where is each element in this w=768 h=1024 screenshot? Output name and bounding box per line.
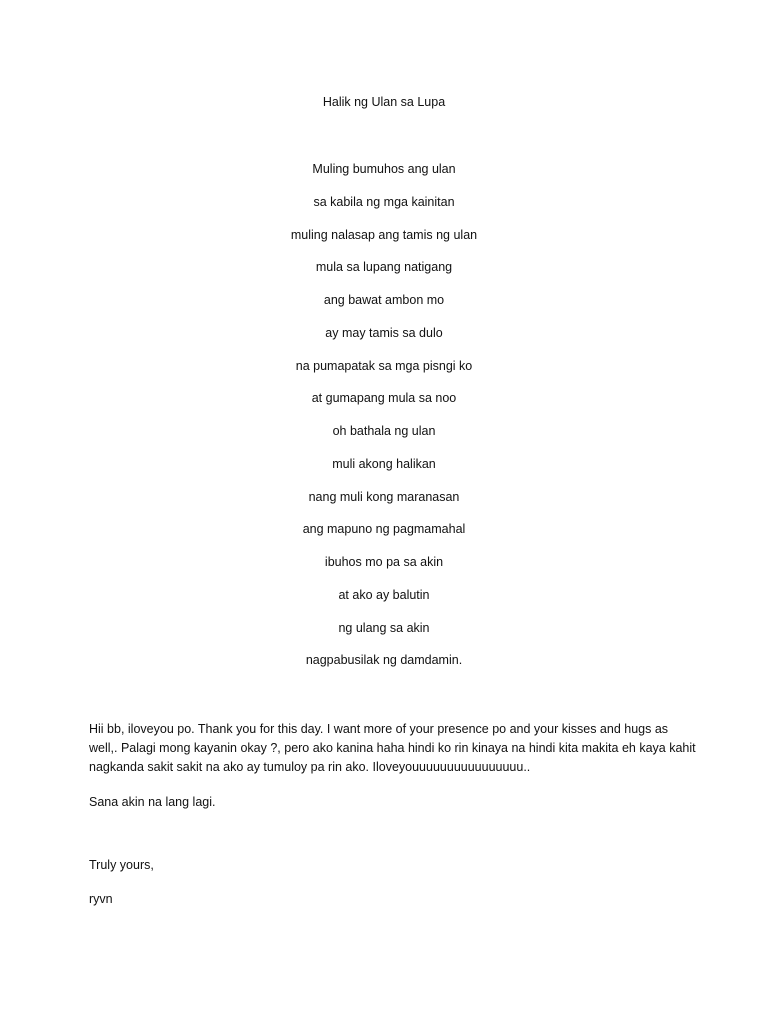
love-note-paragraph: Hii bb, iloveyou po. Thank you for this day. I want more of your presence po and your kisses and hugs as well,. Palagi mong kayanin okay ?, pero ako kanina haha hindi ko rin kinaya na hindi kita makita eh kaya kahit nagkanda sakit sakit na ako ay tumuloy pa rin ako. Iloveyouuuuuuuuuuuuuuuu..	[89, 722, 696, 774]
signature: ryvn	[89, 892, 113, 906]
poem-title: Halik ng Ulan sa Lupa	[322, 95, 446, 109]
poem-line: na pumapatak sa mga pisngi ko	[295, 358, 473, 373]
closing-line: Truly yours,	[89, 858, 154, 872]
poem-line: mula sa lupang natigang	[315, 260, 453, 275]
poem-line: muling nalasap ang tamis ng ulan	[290, 227, 478, 242]
poem-line: Muling bumuhos ang ulan	[312, 162, 456, 176]
poem-line: ng ulang sa akin	[338, 620, 430, 635]
poem-line: ang mapuno ng pagmamahal	[302, 522, 466, 537]
poem-body	[0, 161, 768, 685]
poem-line: oh bathala ng ulan	[332, 424, 436, 438]
poem-line: at ako ay balutin	[338, 587, 430, 602]
poem-line: ang bawat ambon mo	[323, 293, 445, 307]
poem-line: at gumapang mula sa noo	[311, 391, 457, 406]
poem-line: nagpabusilak ng damdamin.	[305, 653, 463, 668]
poem-line: muli akong halikan	[332, 456, 436, 471]
poem-line: nang muli kong maranasan	[308, 489, 460, 504]
poem-line: ay may tamis sa dulo	[325, 325, 443, 340]
poem-line: sa kabila ng mga kainitan	[313, 194, 455, 209]
poem-line: ibuhos mo pa sa akin	[324, 555, 444, 569]
wish-line: Sana akin na lang lagi.	[89, 795, 216, 809]
